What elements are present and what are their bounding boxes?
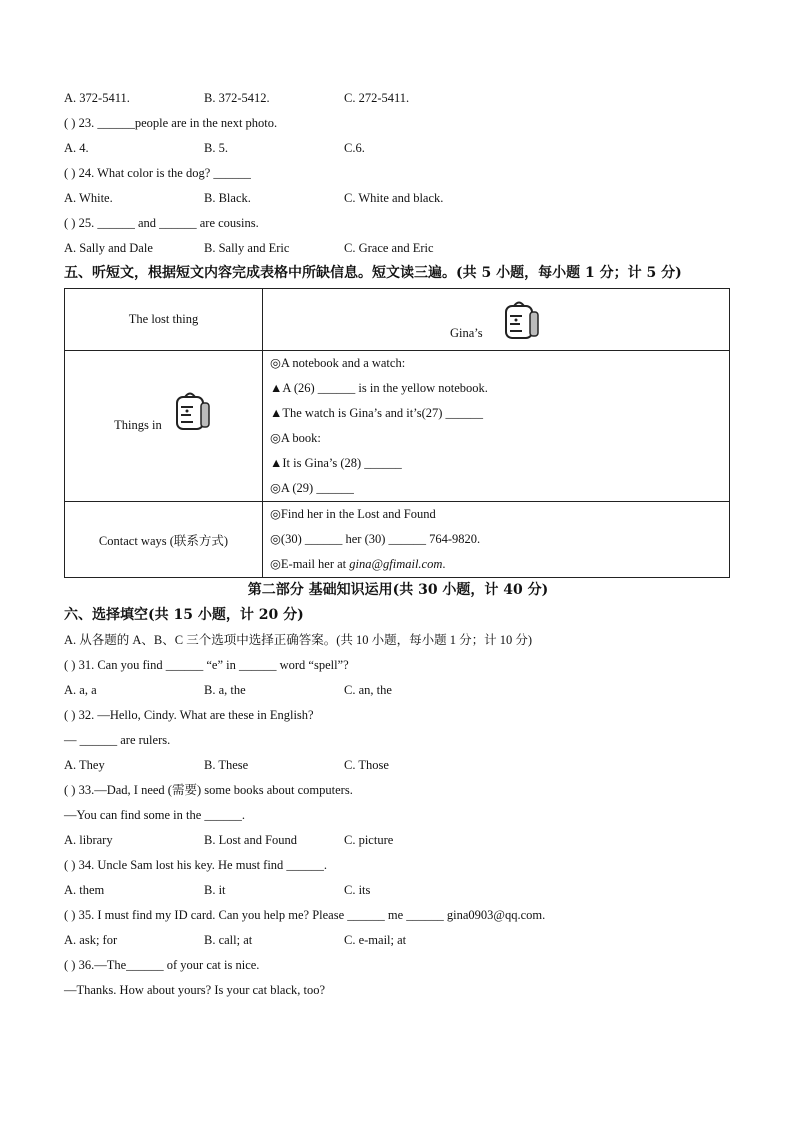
part2-title: 第二部分 基础知识运用(共 30 小题，计 40 分) [247, 582, 549, 598]
table-line: ◎Find her in the Lost and Found [270, 507, 436, 521]
q24-options [64, 186, 732, 211]
option-c: C. Grace and Eric [344, 241, 434, 255]
option-b: B. Sally and Eric [204, 241, 290, 255]
email-address: gina@gfimail.com [349, 557, 443, 571]
q35-options [64, 928, 732, 953]
info-table [64, 288, 730, 578]
section6-title: 六、选择填空(共 15 小题，计 20 分) [64, 607, 304, 623]
q25-options [64, 236, 732, 261]
q23-options [64, 136, 732, 161]
q24-stem: ( ) 24. What color is the dog? ______ [64, 166, 251, 180]
table-line: ▲A (26) ______ is in the yellow notebook. [270, 381, 488, 395]
q33-stem: ( ) 33.—Dad, I need (需要) some books about computers. [64, 783, 353, 797]
option-b: B. Black. [204, 191, 251, 205]
table-line: ▲It is Gina’s (28) ______ [270, 456, 402, 470]
q36-stem-2: —Thanks. How about yours? Is your cat black, too? [64, 983, 326, 997]
option-b: B. it [204, 883, 226, 897]
q32-stem: ( ) 32. —Hello, Cindy. What are these in English? [64, 708, 314, 722]
email-prefix: ◎E-mail her at [270, 557, 350, 571]
option-c: C. its [344, 883, 371, 897]
option-b: B. a, the [204, 683, 246, 697]
backpack-icon [171, 389, 213, 435]
email-suffix: . [442, 557, 446, 571]
row-value [263, 289, 730, 351]
option-b: B. 372-5412. [204, 91, 270, 105]
option-b: B. 5. [204, 141, 228, 155]
option-a: A. 4. [64, 141, 89, 155]
q33-options [64, 828, 732, 853]
option-c: C. picture [344, 833, 394, 847]
q25-stem: ( ) 25. ______ and ______ are cousins. [64, 216, 259, 230]
row-value [263, 502, 730, 578]
row-label: Contact ways (联系方式) [65, 502, 263, 578]
option-c: C. White and black. [344, 191, 444, 205]
option-a: A. Sally and Dale [64, 241, 153, 255]
q35-stem: ( ) 35. I must find my ID card. Can you help me? Please ______ me ______ gina0903@qq.com. [64, 908, 546, 922]
option-c: C. Those [344, 758, 389, 772]
table-row [65, 289, 730, 351]
option-b: B. Lost and Found [204, 833, 298, 847]
option-c: C. 272-5411. [344, 91, 410, 105]
owner-label: Gina’s [450, 325, 483, 340]
backpack-icon [500, 298, 542, 344]
option-a: A. them [64, 883, 105, 897]
table-line: ◎A book: [270, 431, 321, 445]
option-a: A. library [64, 833, 113, 847]
q31-options [64, 678, 732, 703]
option-a: A. They [64, 758, 105, 772]
table-line: ◎A (29) ______ [270, 481, 354, 495]
table-row [65, 351, 730, 502]
table-line: ▲The watch is Gina’s and it’s(27) ______ [270, 406, 484, 420]
exam-page [64, 86, 732, 1003]
q36-stem: ( ) 36.—The______ of your cat is nice. [64, 958, 260, 972]
email-line [270, 552, 729, 577]
option-a: A. 372-5411. [64, 91, 130, 105]
q31-stem: ( ) 31. Can you find ______ “e” in ______ word “spell”? [64, 658, 349, 672]
option-b: B. call; at [204, 933, 253, 947]
option-a: A. ask; for [64, 933, 118, 947]
option-c: C. an, the [344, 683, 392, 697]
row-label: The lost thing [65, 289, 263, 351]
table-line: ◎A notebook and a watch: [270, 356, 406, 370]
section6-instructions: A. 从各题的 A、B、C 三个选项中选择正确答案。(共 10 小题，每小题 1 分；计 10 分) [64, 633, 533, 647]
table-line: ◎(30) ______ her (30) ______ 764-9820. [270, 532, 481, 546]
q32-stem-2: — ______ are rulers. [64, 733, 171, 747]
q34-stem: ( ) 34. Uncle Sam lost his key. He must find ______. [64, 858, 328, 872]
option-c: C. e-mail; at [344, 933, 407, 947]
row-value [263, 351, 730, 502]
option-a: A. a, a [64, 683, 97, 697]
table-row [65, 502, 730, 578]
option-c: C.6. [344, 141, 365, 155]
q33-stem-2: —You can find some in the ______. [64, 808, 246, 822]
row-label [65, 351, 263, 502]
things-in-label: Things in [114, 417, 162, 432]
q23-stem: ( ) 23. ______people are in the next photo. [64, 116, 278, 130]
option-b: B. These [204, 758, 249, 772]
q32-options [64, 753, 732, 778]
option-a: A. White. [64, 191, 113, 205]
q34-options [64, 878, 732, 903]
section5-title: 五、听短文，根据短文内容完成表格中所缺信息。短文读三遍。(共 5 小题，每小题 1 分；计 5 分) [64, 265, 682, 281]
q22-options [64, 86, 732, 111]
